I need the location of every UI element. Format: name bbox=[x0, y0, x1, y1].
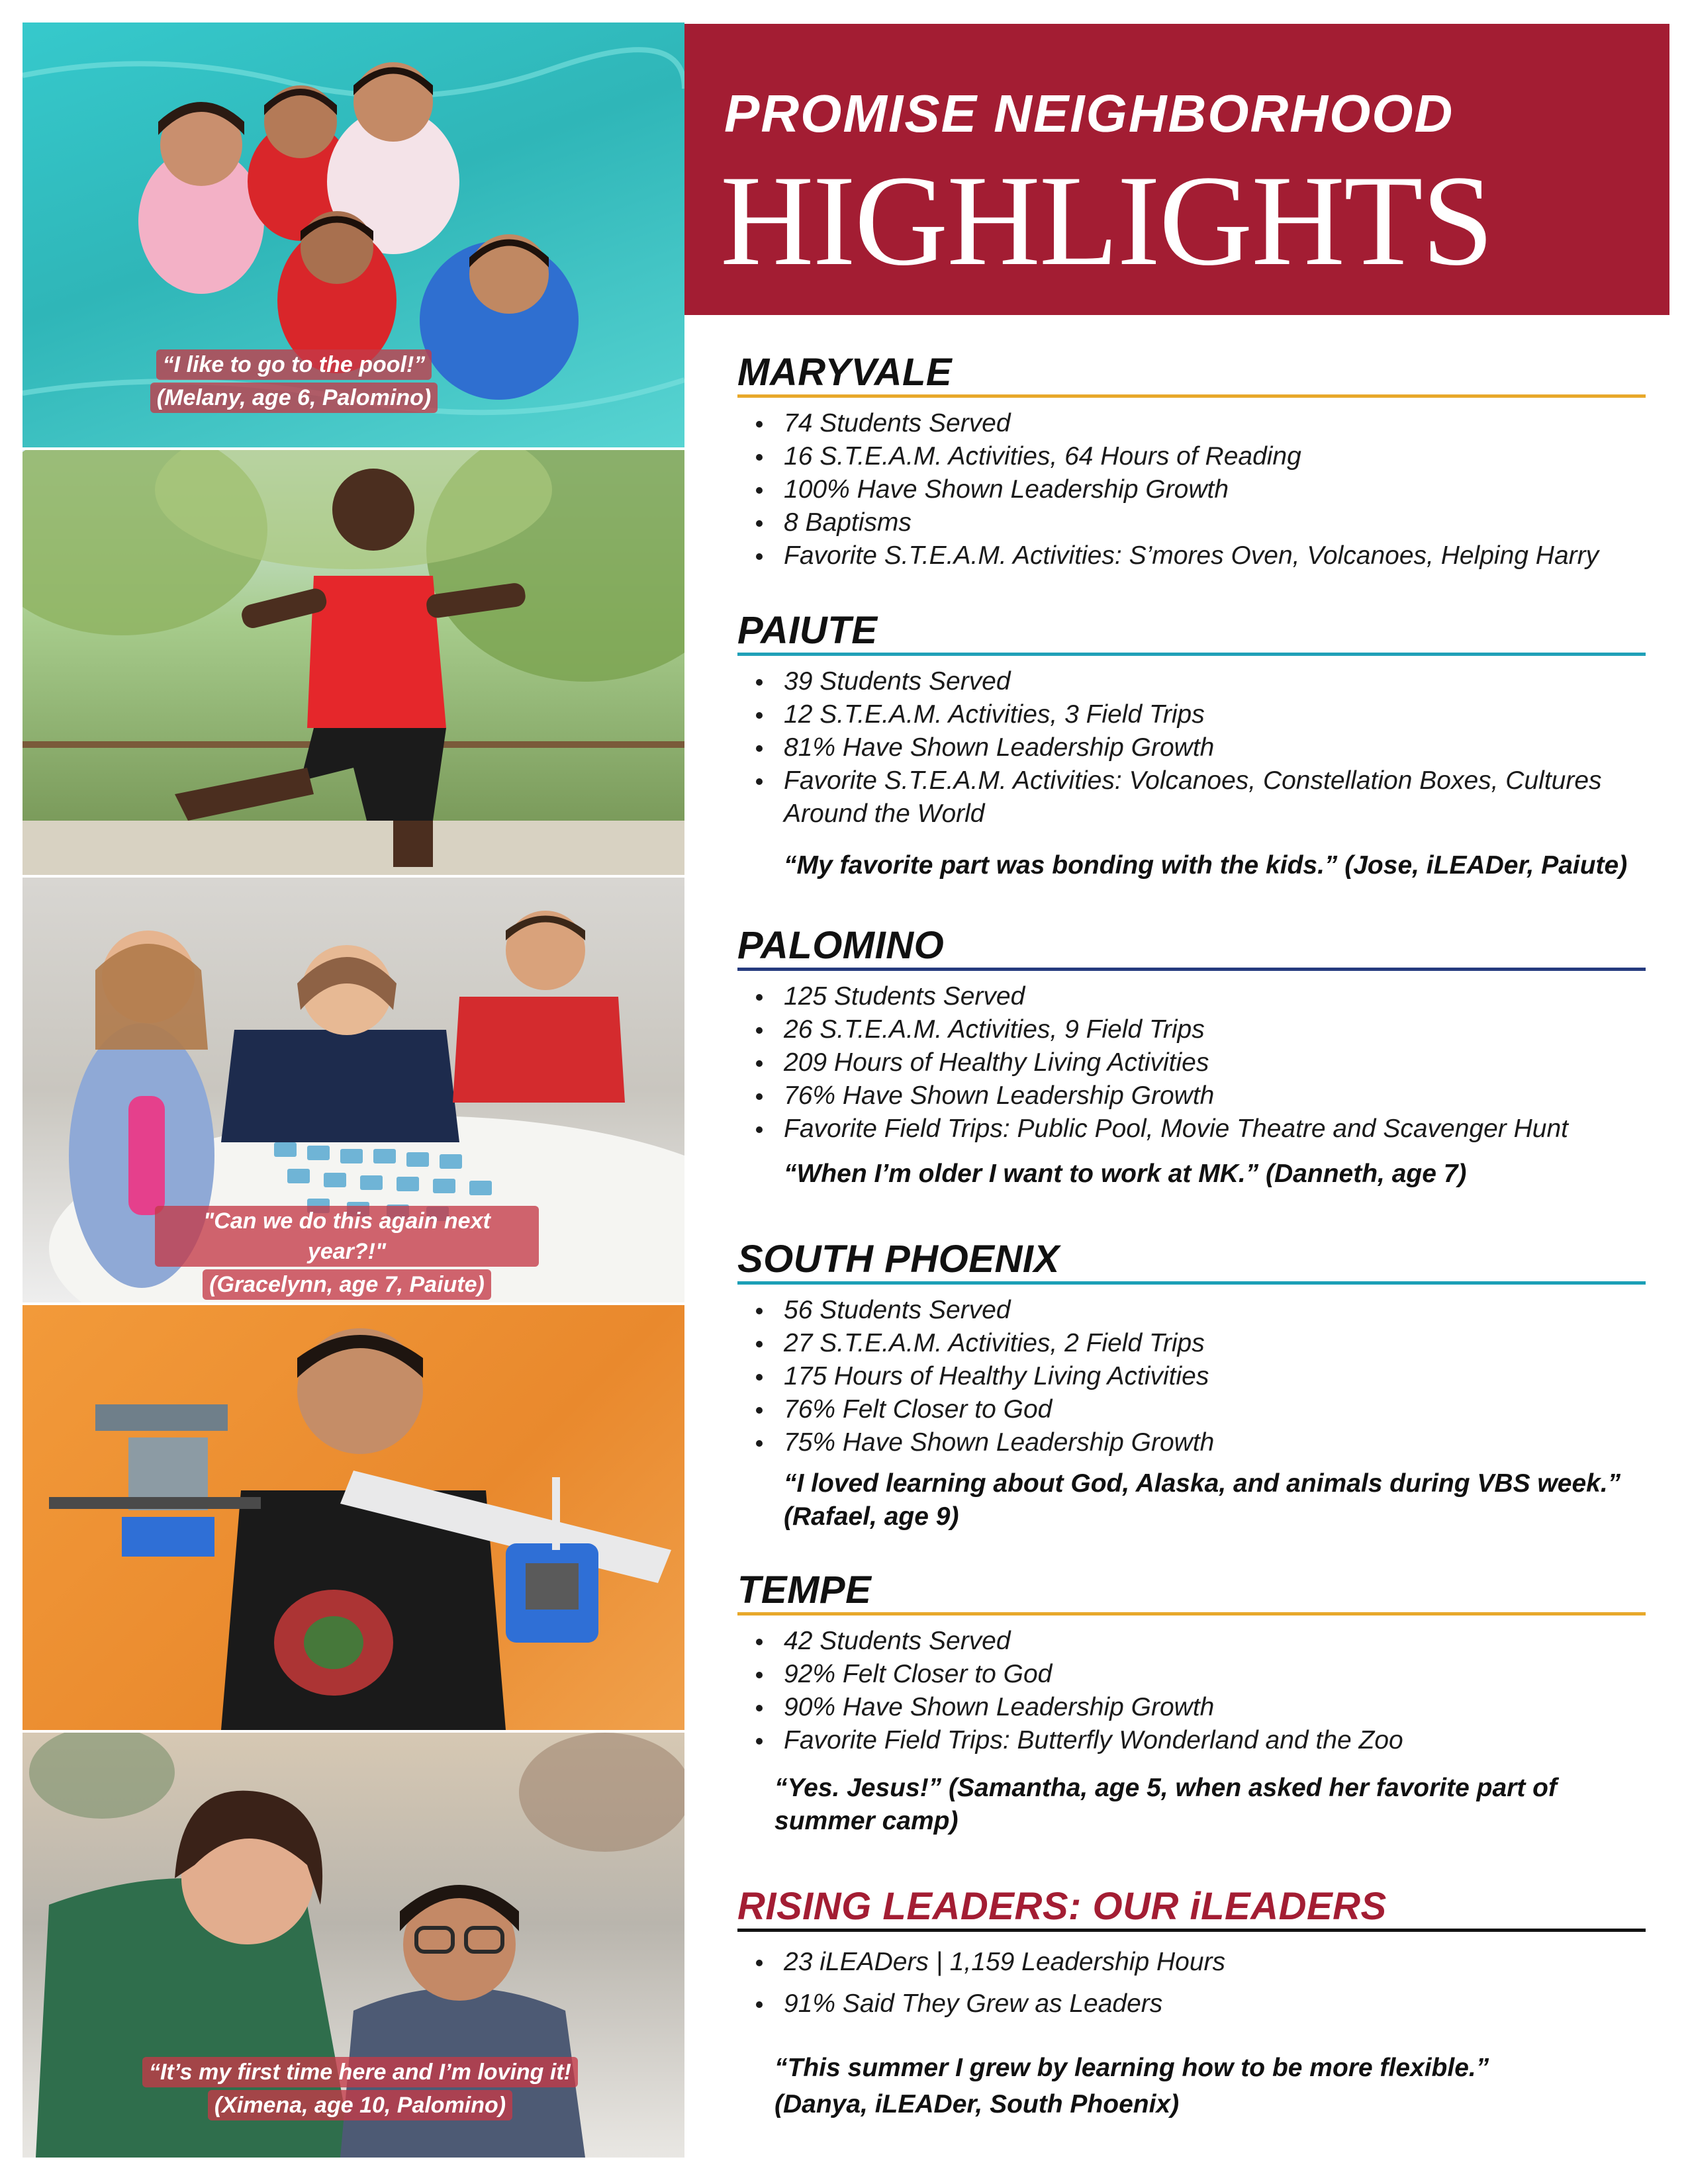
section-south-phoenix bbox=[737, 1238, 1646, 1533]
list-item: 175 Hours of Healthy Living Activities bbox=[749, 1360, 1646, 1393]
photo-column bbox=[23, 23, 684, 2160]
photo-memory-game bbox=[23, 878, 684, 1302]
section-rising-leaders bbox=[737, 1885, 1646, 2122]
section-divider bbox=[737, 968, 1646, 971]
list-item: 8 Baptisms bbox=[749, 506, 1646, 539]
photo-boy-outdoors bbox=[23, 450, 684, 875]
list-item: Favorite Field Trips: Public Pool, Movie Theatre and Scavenger Hunt bbox=[749, 1113, 1646, 1146]
section-divider bbox=[737, 394, 1646, 398]
testimonial-quote bbox=[737, 1772, 1646, 1838]
section-divider bbox=[737, 1281, 1646, 1285]
list-item: 76% Felt Closer to God bbox=[749, 1393, 1646, 1426]
list-item: 209 Hours of Healthy Living Activities bbox=[749, 1046, 1646, 1079]
quote-line: “This summer I grew by learning how to be more flexible.” bbox=[774, 2054, 1489, 2082]
caption-quote: “It’s my first time here and I’m loving it! bbox=[142, 2057, 578, 2087]
testimonial-quote: “My favorite part was bonding with the kids.” (Jose, iLEADer, Paiute) bbox=[784, 851, 1628, 880]
section-title: MARYVALE bbox=[737, 351, 953, 394]
section-title: PAIUTE bbox=[737, 609, 878, 652]
lego-illustration bbox=[23, 1305, 684, 1730]
section-divider bbox=[737, 1612, 1646, 1615]
list-item: 39 Students Served bbox=[749, 665, 1651, 698]
section-title: TEMPE bbox=[737, 1569, 872, 1612]
section-divider bbox=[737, 653, 1646, 656]
stats-list bbox=[737, 1941, 1646, 2025]
caption-attribution: (Melany, age 6, Palomino) bbox=[150, 383, 438, 413]
section-title: RISING LEADERS: OUR iLEADERS bbox=[737, 1885, 1387, 1928]
section-title: PALOMINO bbox=[737, 924, 945, 967]
section-maryvale bbox=[737, 351, 1646, 572]
stats-list bbox=[737, 980, 1646, 1146]
testimonial-quote: “When I’m older I want to work at MK.” (Danneth, age 7) bbox=[784, 1160, 1467, 1188]
list-item: 100% Have Shown Leadership Growth bbox=[749, 473, 1646, 506]
photo-caption bbox=[155, 1205, 539, 1301]
quote-attribution: (Rafael, age 9) bbox=[784, 1502, 959, 1531]
photo-caption bbox=[122, 2056, 598, 2122]
list-item: 81% Have Shown Leadership Growth bbox=[749, 731, 1651, 764]
section-divider bbox=[737, 1929, 1646, 1932]
list-item: 12 S.T.E.A.M. Activities, 3 Field Trips bbox=[749, 698, 1651, 731]
quote-line: “Yes. Jesus!” (Samantha, age 5, when asked her favorite part of bbox=[774, 1774, 1557, 1802]
photo-lego-build bbox=[23, 1305, 684, 1730]
list-item: 75% Have Shown Leadership Growth bbox=[749, 1426, 1646, 1459]
section-palomino bbox=[737, 924, 1646, 1191]
caption-quote: “I like to go to the pool!” bbox=[156, 349, 432, 380]
quote-attribution: (Danya, iLEADer, South Phoenix) bbox=[774, 2090, 1180, 2118]
list-item: 90% Have Shown Leadership Growth bbox=[749, 1691, 1646, 1724]
caption-attribution: (Ximena, age 10, Palomino) bbox=[208, 2090, 512, 2120]
list-item: 92% Felt Closer to God bbox=[749, 1658, 1646, 1691]
page-title: HIGHLIGHTS bbox=[720, 149, 1493, 293]
list-item: 23 iLEADers | 1,159 Leadership Hours bbox=[749, 1941, 1646, 1983]
list-item: 91% Said They Grew as Leaders bbox=[749, 1983, 1646, 2025]
list-item: 74 Students Served bbox=[749, 407, 1646, 440]
list-item: 27 S.T.E.A.M. Activities, 2 Field Trips bbox=[749, 1327, 1646, 1360]
section-paiute bbox=[737, 609, 1651, 882]
photo-caption bbox=[62, 348, 526, 414]
caption-quote: "Can we do this again next year?!" bbox=[155, 1206, 539, 1267]
outdoor-illustration bbox=[23, 450, 684, 875]
list-item: 56 Students Served bbox=[749, 1294, 1646, 1327]
header-banner bbox=[684, 24, 1669, 315]
caption-attribution: (Gracelynn, age 7, Paiute) bbox=[203, 1269, 491, 1300]
photo-pool-kids bbox=[23, 23, 684, 447]
section-tempe bbox=[737, 1569, 1646, 1838]
stats-list bbox=[737, 1294, 1646, 1459]
quote-line: summer camp) bbox=[774, 1807, 959, 1835]
list-item: Favorite S.T.E.A.M. Activities: S’mores Oven, Volcanoes, Helping Harry bbox=[749, 539, 1646, 572]
stats-list bbox=[737, 1625, 1646, 1757]
list-item: 16 S.T.E.A.M. Activities, 64 Hours of Reading bbox=[749, 440, 1646, 473]
list-item: 125 Students Served bbox=[749, 980, 1646, 1013]
list-item: Favorite Field Trips: Butterfly Wonderland and the Zoo bbox=[749, 1724, 1646, 1757]
quote-line: “I loved learning about God, Alaska, and animals during VBS week.” bbox=[784, 1469, 1621, 1498]
list-item: 26 S.T.E.A.M. Activities, 9 Field Trips bbox=[749, 1013, 1646, 1046]
photo-teacher-student bbox=[23, 1733, 684, 2158]
header-pretitle: PROMISE NEIGHBORHOOD bbox=[724, 84, 1454, 143]
stats-list bbox=[737, 407, 1646, 572]
testimonial-quote bbox=[737, 1467, 1646, 1533]
testimonial-quote bbox=[737, 2050, 1646, 2122]
list-item: 76% Have Shown Leadership Growth bbox=[749, 1079, 1646, 1113]
list-item: Favorite S.T.E.A.M. Activities: Volcanoes, Constellation Boxes, Cultures Around the World bbox=[749, 764, 1651, 831]
list-item: 42 Students Served bbox=[749, 1625, 1646, 1658]
section-title: SOUTH PHOENIX bbox=[737, 1238, 1060, 1281]
stats-list bbox=[737, 665, 1651, 831]
